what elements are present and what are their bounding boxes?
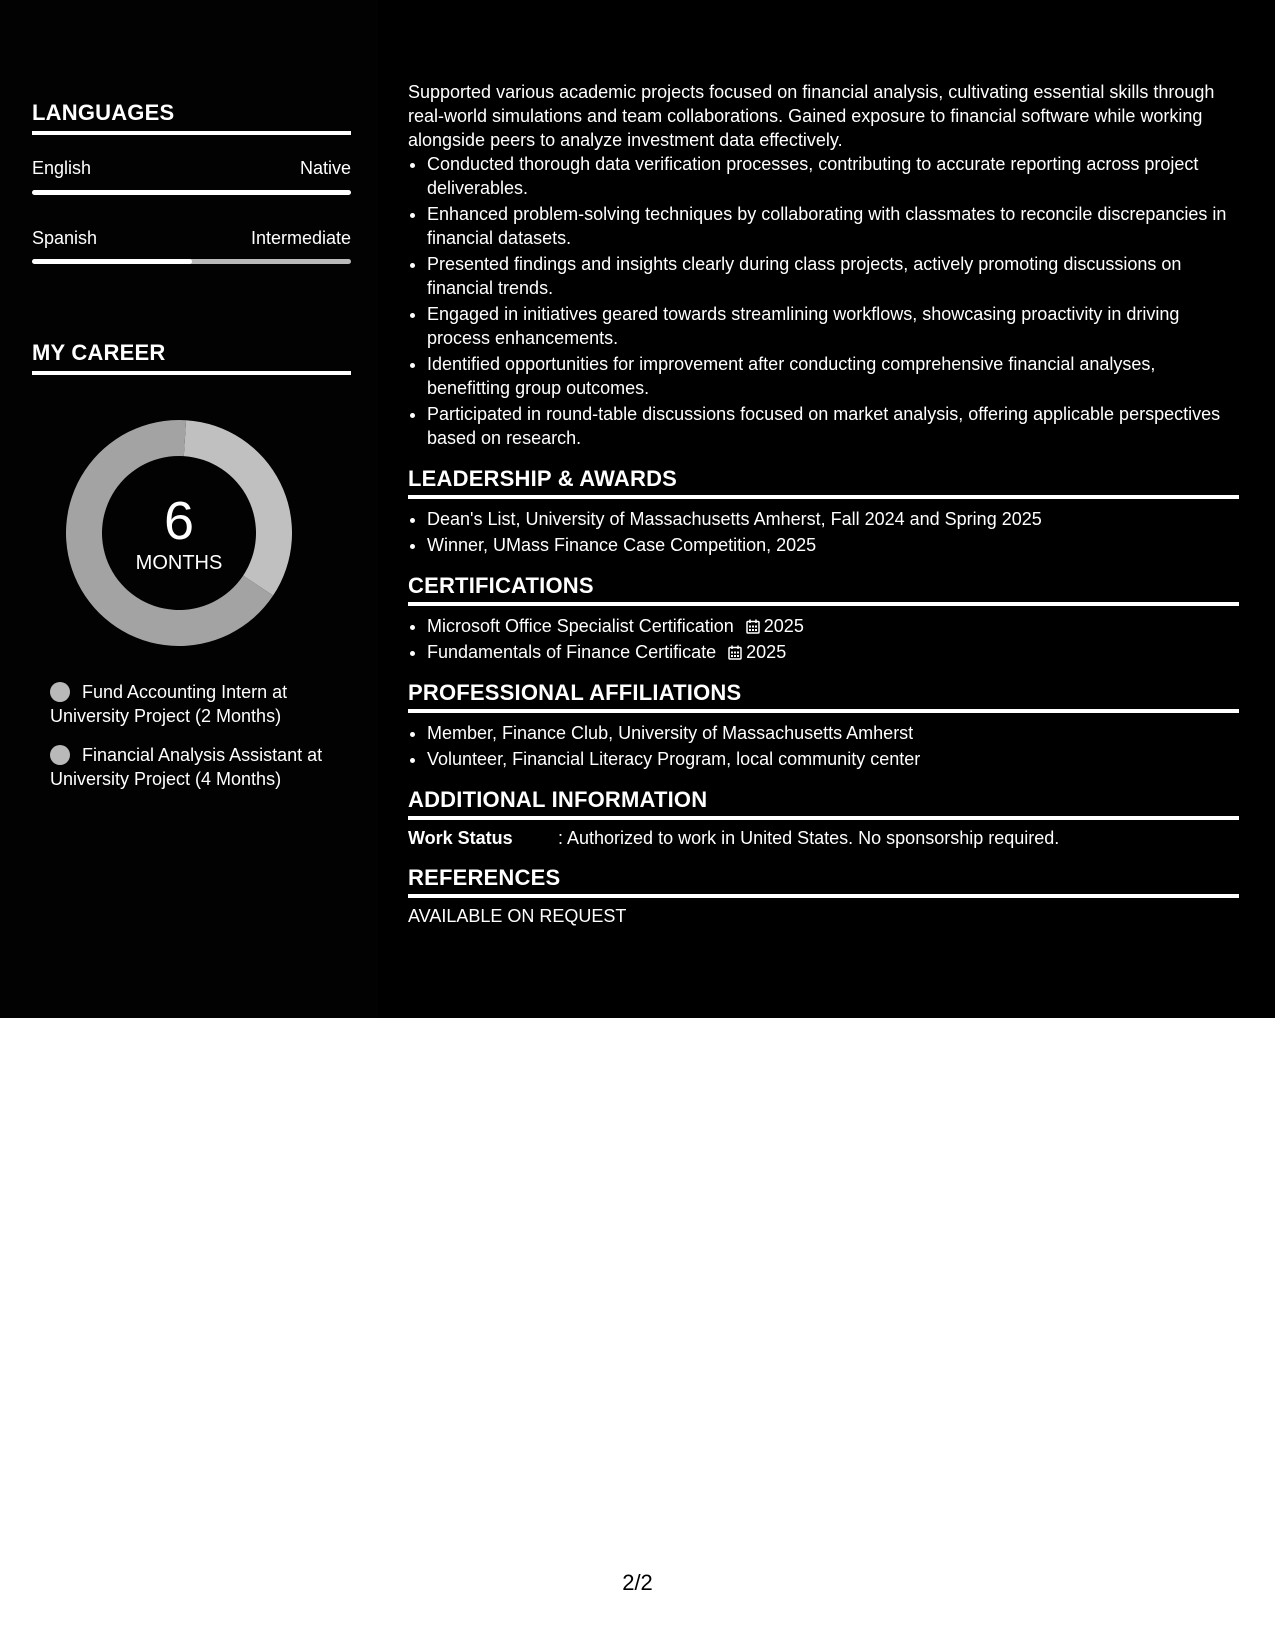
career-legend-item (50, 743, 330, 791)
list-item: • Volunteer, Financial Literacy Program, local community center (427, 747, 1239, 771)
additional-info-heading: ADDITIONAL INFORMATION (408, 787, 1239, 820)
additional-info-section (408, 787, 1239, 849)
list-item: • Identified opportunities for improvement after conducting comprehensive financial analyses, benefitting group outcomes. (427, 352, 1239, 400)
languages-heading: LANGUAGES (32, 100, 351, 135)
list-item (427, 640, 1239, 664)
page-number: 2/2 (622, 1570, 653, 1595)
career-unit-label: MONTHS (135, 551, 223, 574)
references-section (408, 865, 1239, 927)
certification-year: 2025 (746, 642, 787, 662)
work-status-value: : Authorized to work in United States. No sponsorship required. (558, 828, 1060, 848)
affiliations-section (408, 680, 1239, 771)
language-bar-spanish (32, 259, 351, 264)
leadership-heading: LEADERSHIP & AWARDS (408, 466, 1239, 499)
list-item: • Presented findings and insights clearly during class projects, actively promoting discussions on financial trends. (427, 252, 1239, 300)
calendar-icon (728, 645, 742, 660)
list-item: • Member, Finance Club, University of Massachusetts Amherst (427, 721, 1239, 745)
sidebar (0, 0, 378, 1018)
language-bar-fill (32, 259, 192, 264)
career-legend-label: Fund Accounting Intern at University Project (2 Months) (50, 682, 288, 726)
certification-name: Microsoft Office Specialist Certification (427, 616, 734, 636)
references-text: AVAILABLE ON REQUEST (408, 906, 627, 926)
leadership-list (408, 507, 1239, 557)
list-item: • Conducted thorough data verification processes, contributing to accurate reporting across project deliverables. (427, 152, 1239, 200)
list-item: • Engaged in initiatives geared towards streamlining workflows, showcasing proactivity in driving process enhancements. (427, 302, 1239, 350)
language-name: Spanish (32, 228, 98, 248)
legend-dot-icon (50, 745, 70, 765)
career-donut-label (66, 420, 292, 646)
career-legend-item (50, 680, 330, 728)
certification-name: Fundamentals of Finance Certificate (427, 642, 717, 662)
language-bar-english (32, 190, 351, 195)
list-item: • Participated in round-table discussions focused on market analysis, offering applicable perspectives based on research. (427, 402, 1239, 450)
list-item: • Winner, UMass Finance Case Competition, 2025 (427, 533, 1239, 557)
work-status-row (408, 828, 1239, 849)
language-name: English (32, 158, 92, 178)
main-content (408, 80, 1239, 927)
list-item: • Enhanced problem-solving techniques by collaborating with classmates to reconcile discrepancies in financial datasets. (427, 202, 1239, 250)
affiliations-list (408, 721, 1239, 771)
career-total-months: 6 (163, 490, 195, 551)
work-status-label: Work Status (408, 828, 513, 848)
career-legend-label: Financial Analysis Assistant at University Project (4 Months) (50, 745, 323, 789)
leadership-section (408, 466, 1239, 557)
certifications-heading: CERTIFICATIONS (408, 573, 1239, 606)
experience-bullets (408, 152, 1239, 450)
calendar-icon (746, 619, 760, 634)
career-heading: MY CAREER (32, 340, 351, 375)
language-level: Native (299, 158, 351, 178)
language-row-english (32, 158, 351, 179)
certifications-section (408, 573, 1239, 664)
certifications-list (408, 614, 1239, 664)
language-row-spanish (32, 228, 351, 249)
references-heading: REFERENCES (408, 865, 1239, 898)
language-bar-fill (32, 190, 351, 195)
affiliations-heading: PROFESSIONAL AFFILIATIONS (408, 680, 1239, 713)
certification-year: 2025 (763, 616, 804, 636)
language-level: Intermediate (250, 228, 351, 248)
list-item: • Dean's List, University of Massachusetts Amherst, Fall 2024 and Spring 2025 (427, 507, 1239, 531)
legend-dot-icon (50, 682, 70, 702)
list-item (427, 614, 1239, 638)
experience-summary: Supported various academic projects focused on financial analysis, cultivating essential skills through real-world simulations and team collaborations. Gained exposure to financial software while working alongside peers to analyze investment data effectively. (408, 82, 1215, 150)
